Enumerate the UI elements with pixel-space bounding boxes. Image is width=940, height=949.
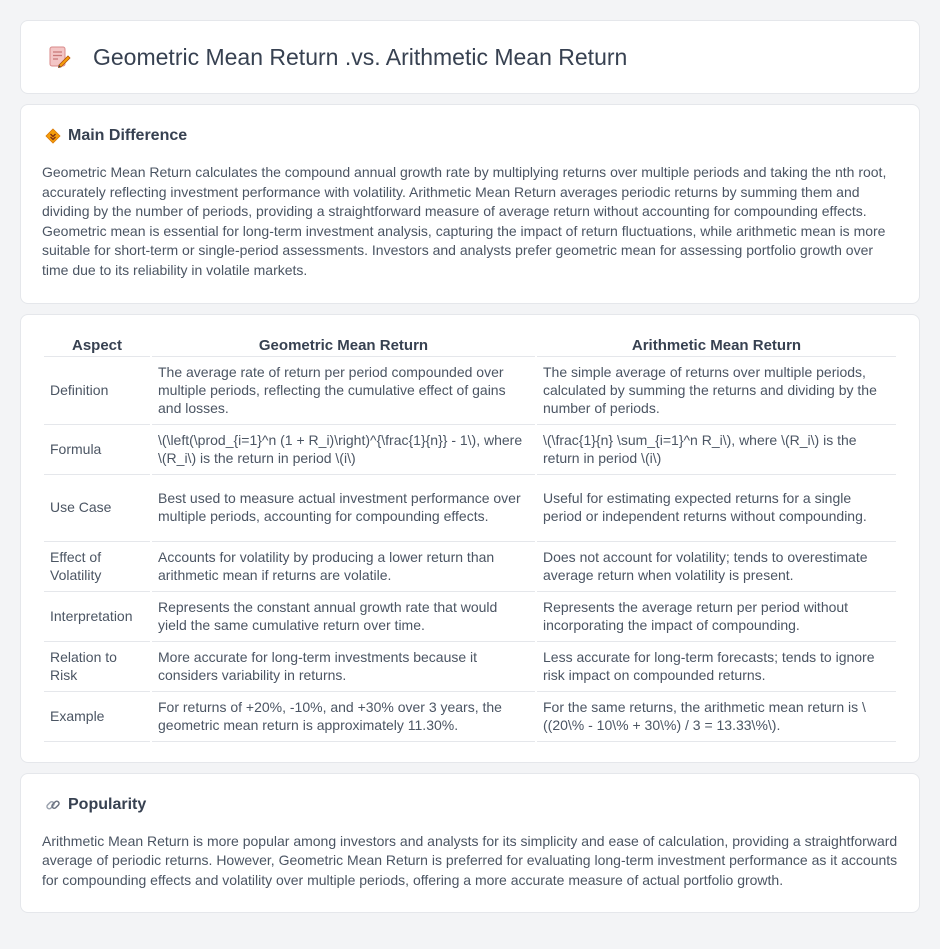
arithmetic-cell: Less accurate for long-term forecasts; tends to ignore risk impact on compounded returns. (537, 642, 896, 692)
geometric-cell: Best used to measure actual investment performance over multiple periods, accounting for compounding effects. (152, 475, 535, 542)
table-row (44, 642, 896, 692)
arithmetic-cell: Represents the average return per period without incorporating the impact of compounding. (537, 592, 896, 642)
header-card (20, 20, 920, 94)
popularity-heading (42, 796, 898, 814)
header-arithmetic: Arithmetic Mean Return (537, 333, 896, 357)
arithmetic-cell: For the same returns, the arithmetic mean return is \((20\% - 10\% + 30\%) / 3 = 13.33\%\). (537, 692, 896, 742)
table-row (44, 692, 896, 742)
aspect-cell: Interpretation (44, 592, 150, 642)
table-row (44, 475, 896, 542)
link-icon (44, 796, 62, 814)
geometric-cell: \(\left(\prod_{i=1}^n (1 + R_i)\right)^{\frac{1}{n}} - 1\), where \(R_i\) is the return in period \(i\) (152, 425, 535, 475)
arithmetic-cell: Useful for estimating expected returns for a single period or independent returns without compounding. (537, 475, 896, 542)
main-difference-heading (42, 127, 898, 145)
document-pencil-icon (45, 43, 73, 71)
header-aspect: Aspect (44, 333, 150, 357)
page-title: Geometric Mean Return .vs. Arithmetic Mean Return (93, 43, 628, 70)
aspect-cell: Example (44, 692, 150, 742)
table-row (44, 357, 896, 425)
diamond-warning-icon (44, 127, 62, 145)
comparison-table-card (20, 314, 920, 763)
main-difference-section (20, 104, 920, 304)
geometric-cell: For returns of +20%, -10%, and +30% over 3 years, the geometric mean return is approximately 11.30%. (152, 692, 535, 742)
arithmetic-cell: \(\frac{1}{n} \sum_{i=1}^n R_i\), where \(R_i\) is the return in period \(i\) (537, 425, 896, 475)
geometric-cell: More accurate for long-term investments because it considers variability in returns. (152, 642, 535, 692)
main-difference-text: Geometric Mean Return calculates the compound annual growth rate by multiplying returns over multiple periods and taking the nth root, accurately reflecting investment performance with volatility. Arithmetic Mean Return averages periodic returns by summing them and dividing by the number of periods, providing a straightforward measure of average return without accounting for compounding effects. Geometric mean is essential for long-term investment analysis, capturing the impact of return fluctuations, while arithmetic mean is more suitable for short-term or single-period assessments. Investors and analysts prefer geometric mean for assessing portfolio growth over time due to its reliability in volatile markets. (42, 164, 887, 278)
geometric-cell: The average rate of return per period compounded over multiple periods, reflecting the cumulative effect of gains and losses. (152, 357, 535, 425)
popularity-section (20, 773, 920, 914)
geometric-cell: Represents the constant annual growth rate that would yield the same cumulative return over time. (152, 592, 535, 642)
table-row (44, 542, 896, 592)
aspect-cell: Relation to Risk (44, 642, 150, 692)
table-row (44, 592, 896, 642)
arithmetic-cell: Does not account for volatility; tends to overestimate average return when volatility is present. (537, 542, 896, 592)
header-geometric: Geometric Mean Return (152, 333, 535, 357)
geometric-cell: Accounts for volatility by producing a lower return than arithmetic mean if returns are volatile. (152, 542, 535, 592)
arithmetic-cell: The simple average of returns over multiple periods, calculated by summing the returns and dividing by the number of periods. (537, 357, 896, 425)
table-row (44, 425, 896, 475)
aspect-cell: Definition (44, 357, 150, 425)
aspect-cell: Formula (44, 425, 150, 475)
table-header-row (44, 333, 896, 357)
aspect-cell: Effect of Volatility (44, 542, 150, 592)
main-difference-title: Main Difference (68, 127, 188, 144)
popularity-text: Arithmetic Mean Return is more popular among investors and analysts for its simplicity and ease of calculation, providing a straightforward average of periodic returns. However, Geometric Mean Return is preferred for evaluating long-term investment performance as it accounts for compounding effects and volatility over multiple periods, offering a more accurate measure of actual portfolio growth. (42, 832, 898, 888)
comparison-table (42, 333, 898, 742)
popularity-title: Popularity (68, 795, 147, 813)
aspect-cell: Use Case (44, 475, 150, 542)
